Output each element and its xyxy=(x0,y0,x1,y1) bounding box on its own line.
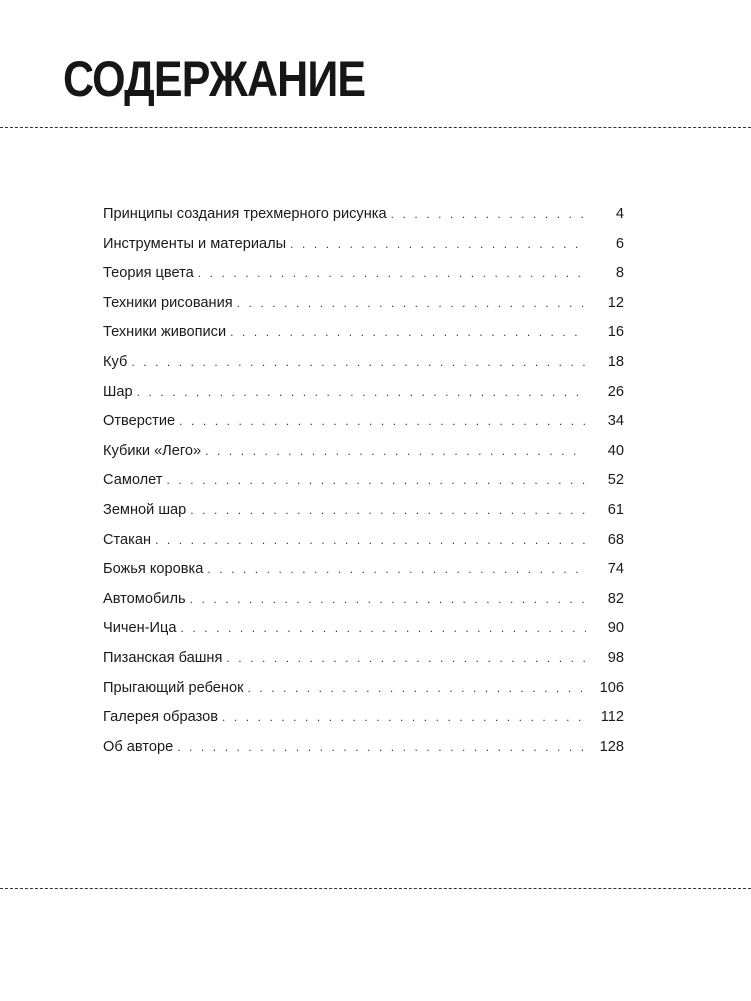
toc-entry-page: 40 xyxy=(607,442,624,459)
top-dashed-divider xyxy=(0,127,751,128)
toc-entry-label: Автомобиль xyxy=(103,590,186,607)
toc-entry-globe[interactable] xyxy=(103,496,624,526)
toc-dot-leader xyxy=(207,555,586,585)
toc-entry-label: Прыгающий ребенок xyxy=(103,679,244,696)
toc-entry-page: 98 xyxy=(607,649,624,666)
toc-entry-label: Отверстие xyxy=(103,413,176,430)
toc-entry-principles[interactable] xyxy=(103,200,624,230)
toc-entry-cube[interactable] xyxy=(103,348,624,378)
toc-dot-leader xyxy=(237,289,586,319)
toc-entry-label: Стакан xyxy=(103,531,152,548)
toc-entry-ladybug[interactable] xyxy=(103,555,624,585)
toc-dot-leader xyxy=(155,526,586,556)
toc-entry-gallery[interactable] xyxy=(103,703,624,733)
toc-dot-leader xyxy=(179,407,586,437)
toc-dot-leader xyxy=(290,230,586,260)
toc-entry-page: 90 xyxy=(607,620,624,637)
toc-dot-leader xyxy=(180,614,586,644)
toc-dot-leader xyxy=(137,378,586,408)
toc-dot-leader xyxy=(198,259,586,289)
toc-entry-label: Куб xyxy=(103,353,128,370)
toc-entry-page: 34 xyxy=(607,413,624,430)
toc-entry-page: 128 xyxy=(599,738,624,755)
toc-entry-label: Об авторе xyxy=(103,738,174,755)
toc-entry-page: 6 xyxy=(615,235,624,252)
toc-dot-leader xyxy=(391,200,586,230)
toc-entry-label: Пизанская башня xyxy=(103,649,223,666)
toc-entry-label: Техники живописи xyxy=(103,324,227,341)
toc-dot-leader xyxy=(166,466,586,496)
toc-dot-leader xyxy=(230,318,586,348)
toc-entry-label: Инструменты и материалы xyxy=(103,235,287,252)
toc-entry-jumping-child[interactable] xyxy=(103,674,624,704)
toc-entry-sphere[interactable] xyxy=(103,378,624,408)
toc-entry-page: 74 xyxy=(607,561,624,578)
toc-entry-label: Божья коровка xyxy=(103,561,204,578)
toc-entry-page: 12 xyxy=(607,294,624,311)
toc-entry-label: Самолет xyxy=(103,472,163,489)
toc-entry-hole[interactable] xyxy=(103,407,624,437)
toc-entry-page: 16 xyxy=(607,324,624,341)
page-title: СОДЕРЖАНИЕ xyxy=(63,51,366,107)
bottom-dashed-divider xyxy=(0,888,751,889)
toc-entry-label: Техники рисования xyxy=(103,294,233,311)
toc-dot-leader xyxy=(190,585,586,615)
toc-dot-leader xyxy=(222,703,586,733)
toc-entry-page: 112 xyxy=(600,709,624,726)
toc-entry-page: 26 xyxy=(607,383,624,400)
toc-entry-label: Теория цвета xyxy=(103,265,194,282)
toc-dot-leader xyxy=(190,496,586,526)
toc-entry-painting-techniques[interactable] xyxy=(103,318,624,348)
toc-entry-page: 82 xyxy=(607,590,624,607)
toc-entry-color-theory[interactable] xyxy=(103,259,624,289)
toc-entry-lego-bricks[interactable] xyxy=(103,437,624,467)
toc-entry-car[interactable] xyxy=(103,585,624,615)
toc-entry-page: 106 xyxy=(599,679,624,696)
toc-entry-glass[interactable] xyxy=(103,526,624,556)
toc-entry-about-author[interactable] xyxy=(103,733,624,763)
toc-entry-page: 4 xyxy=(615,206,624,222)
toc-dot-leader xyxy=(226,644,586,674)
toc-entry-label: Земной шар xyxy=(103,501,187,518)
toc-entry-tools[interactable] xyxy=(103,230,624,260)
table-of-contents xyxy=(103,200,624,762)
toc-entry-chichen-itza[interactable] xyxy=(103,614,624,644)
toc-entry-page: 61 xyxy=(607,501,624,518)
toc-dot-leader xyxy=(177,733,586,763)
toc-entry-label: Шар xyxy=(103,383,133,400)
toc-entry-label: Принципы создания трехмерного рисунка xyxy=(103,206,387,222)
toc-entry-page: 8 xyxy=(615,265,624,282)
toc-entry-page: 18 xyxy=(607,353,624,370)
toc-entry-pisa-tower[interactable] xyxy=(103,644,624,674)
toc-entry-page: 68 xyxy=(607,531,624,548)
toc-entry-label: Чичен-Ица xyxy=(103,620,177,637)
toc-entry-label: Кубики «Лего» xyxy=(103,442,202,459)
toc-entry-page: 52 xyxy=(607,472,624,489)
toc-entry-airplane[interactable] xyxy=(103,466,624,496)
toc-dot-leader xyxy=(131,348,586,378)
toc-dot-leader xyxy=(247,674,586,704)
toc-dot-leader xyxy=(205,437,586,467)
toc-entry-label: Галерея образов xyxy=(103,709,218,726)
toc-entry-drawing-techniques[interactable] xyxy=(103,289,624,319)
